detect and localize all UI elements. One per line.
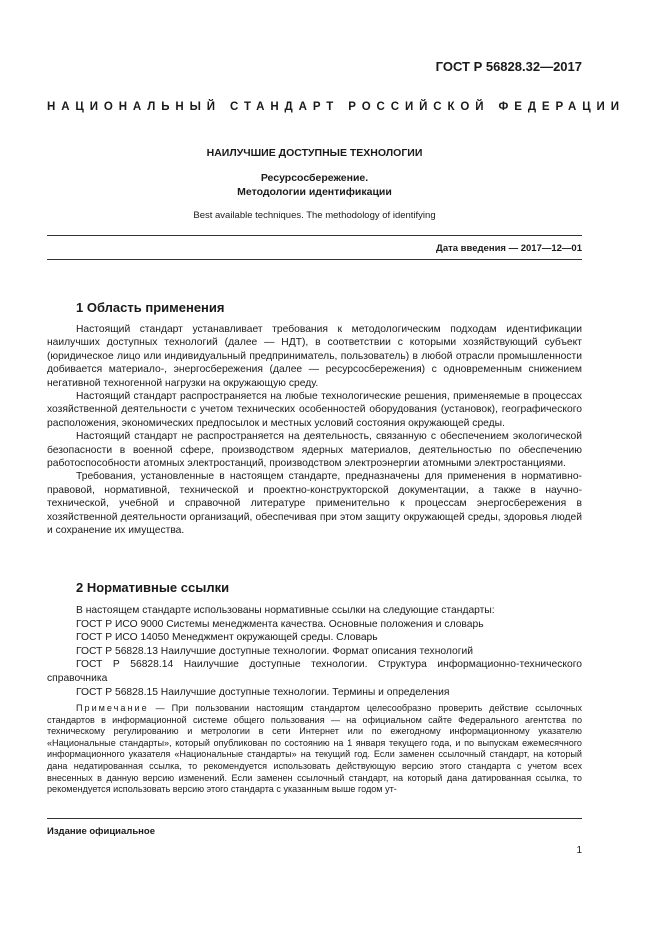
note-text: — При пользовании настоящим стандартом целесообразно проверить действие ссылочных стандартов в информационной системе общего пользования — на официальном сайте Федерального агентства по техническому регулированию и метрологии в сети Интернет или по ежегодному информационному указателю «Национальные стандарты», который опубликован по состоянию на 1 января текущего года, и по выпускам ежемесячного информационного указателя «Национальные стандарты» на текущий год. Если заменен ссылочный стандарт, на который дана недатированная ссылка, то рекомендуется использовать действующую версию этого стандарта с учетом всех внесенных в данную версию изменений. Если заменен ссылочный стандарт, на который дана датированная ссылка, то рекомендуется использовать версию этого стандарта с указанным выше годом ут- (47, 703, 582, 795)
edition-label: Издание официальное (47, 826, 155, 837)
reference-item: ГОСТ Р 56828.14 Наилучшие доступные технологии. Структура информационно-технического справочника (47, 659, 582, 684)
document-subtitle (47, 171, 582, 199)
national-standard-banner: НАЦИОНАЛЬНЫЙ СТАНДАРТ РОССИЙСКОЙ ФЕДЕРАЦИИ (47, 101, 625, 113)
page-number: 1 (576, 845, 582, 856)
english-title: Best available techniques. The methodology of identifying (193, 210, 436, 221)
paragraph: Настоящий стандарт не распространяется на деятельность, связанную с обеспечением экологической безопасности в военной сфере, производством ядерных материалов, деятельностью по обеспечению работоспособности атомных электростанций, производством электроэнергии атомными электростанциями. (47, 431, 582, 470)
divider-top (47, 235, 582, 236)
divider-footer (47, 818, 582, 819)
section-2-heading: 2 Нормативные ссылки (76, 580, 230, 595)
references-note (47, 703, 582, 796)
document-title: НАИЛУЧШИЕ ДОСТУПНЫЕ ТЕХНОЛОГИИ (206, 147, 423, 159)
note-label: Примечание (76, 703, 149, 713)
paragraph: Настоящий стандарт распространяется на любые технологические решения, применяемые в процессах хозяйственной деятельности с учетом технических особенностей оборудования (установок), географического расположения, экономических предпосылок и местных условий состояния окружающей среды. (47, 391, 582, 429)
paragraph: Требования, установленные в настоящем стандарте, предназначены для применения в нормативно-правовой, нормативной, технической и проектно-конструкторской документации, а также в научно-технической, учебной и справочной литературе применительно к процессам энергосбережения в хозяйственной деятельности организаций, обеспечивая при этом защиту окружающей среды, здоровья людей и сохранение их имущества. (47, 471, 582, 537)
reference-item: ГОСТ Р 56828.13 Наилучшие доступные технологии. Формат описания технологий (76, 645, 473, 657)
section-1-body (47, 323, 582, 538)
references-intro: В настоящем стандарте использованы нормативные ссылки на следующие стандарты: (76, 605, 495, 616)
reference-item: ГОСТ Р ИСО 14050 Менеджмент окружающей среды. Словарь (76, 632, 378, 644)
standard-code: ГОСТ Р 56828.32—2017 (435, 59, 582, 74)
subtitle-line-1: Ресурсосбережение. (260, 172, 369, 184)
divider-date (47, 259, 582, 260)
reference-item: ГОСТ Р ИСО 9000 Системы менеджмента качества. Основные положения и словарь (76, 618, 484, 630)
section-1-heading: 1 Область применения (76, 300, 225, 315)
normative-references (47, 604, 582, 699)
reference-item: ГОСТ Р 56828.15 Наилучшие доступные технологии. Термины и определения (76, 686, 450, 698)
intro-date: Дата введения — 2017—12—01 (436, 243, 582, 254)
paragraph: Настоящий стандарт устанавливает требования к методологическим подходам идентификации наилучших доступных технологий (далее — НДТ), в соответствии с которыми хозяйствующий субъект (юридическое лицо или индивидуальный предприниматель, пользователь) в любой отрасли промышленности добивается материало-, энергосбережения (далее — ресурсосбережения) с одновременным снижением негативной техногенной нагрузки на окружающую среду. (47, 324, 582, 389)
subtitle-line-2: Методологии идентификации (237, 186, 392, 198)
